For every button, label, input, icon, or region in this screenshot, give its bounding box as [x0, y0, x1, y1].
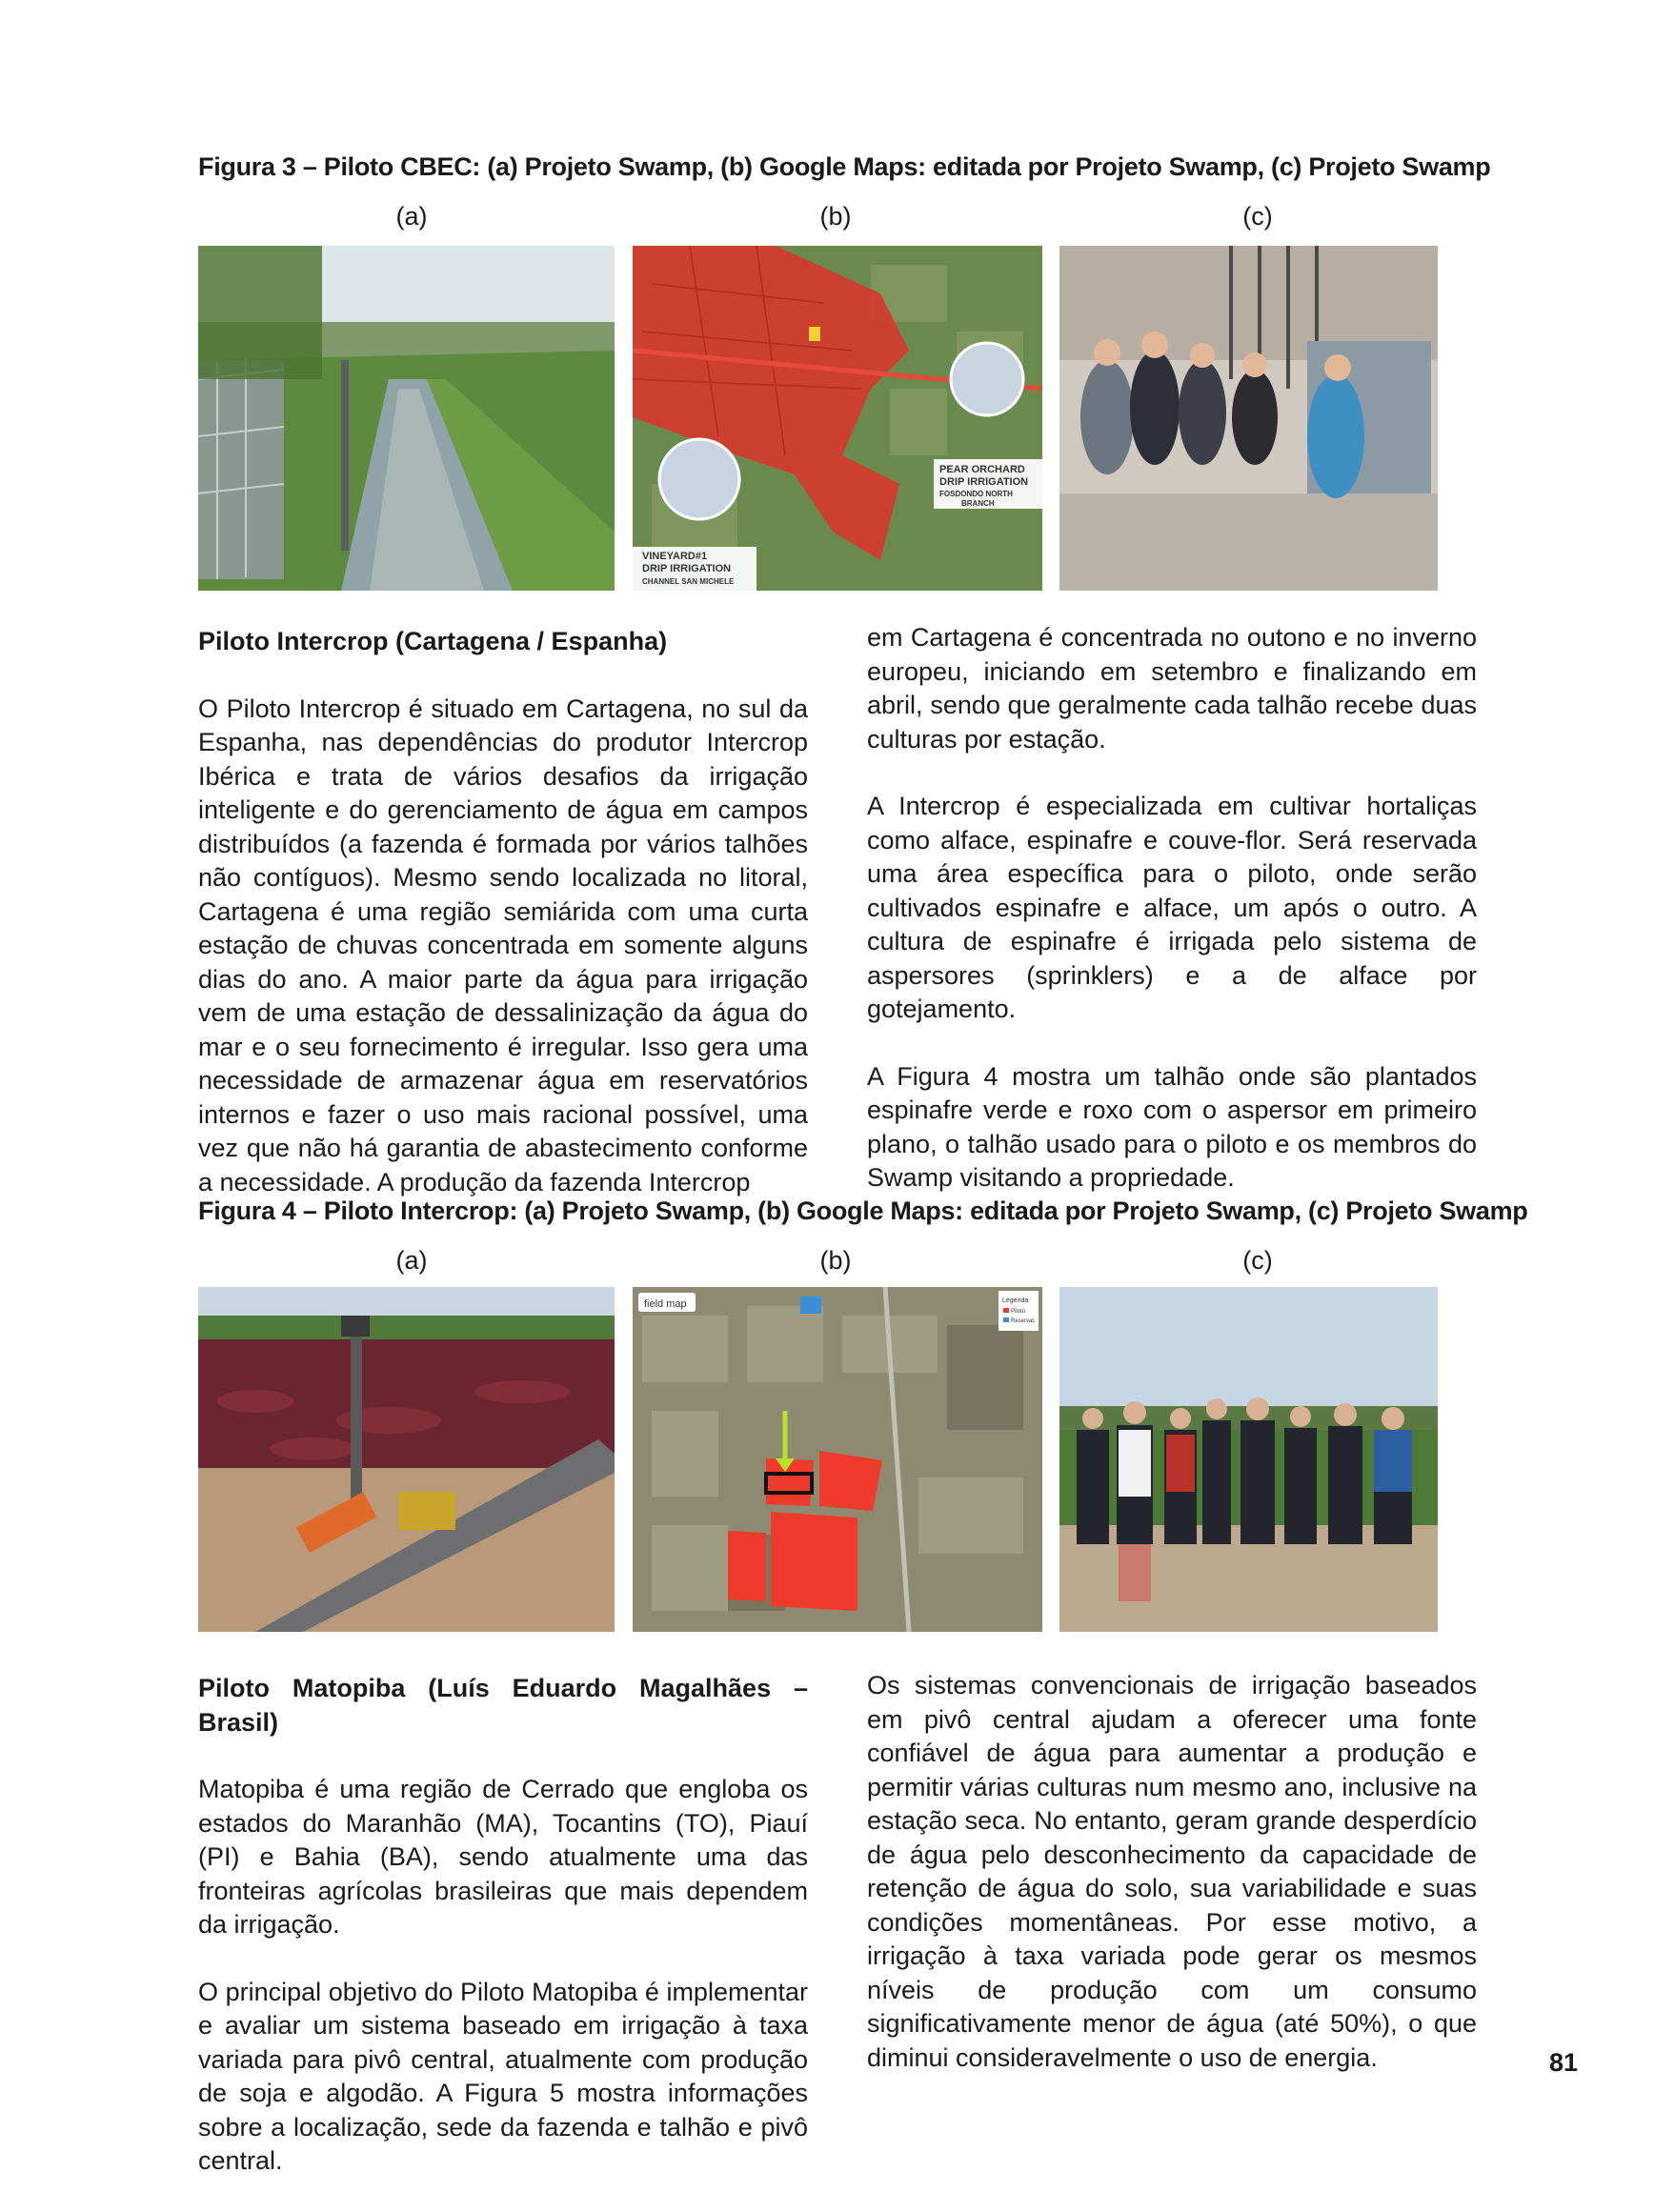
figure-3a-canal-photo	[198, 246, 615, 591]
matopiba-paragraph-3: Os sistemas convencionais de irrigação baseados em pivô central ajudam a oferecer uma fonte confiável de água para aumentar a produção e permitir várias culturas num mesmo ano, inclusive na estação seca. No entanto, geram grande desperdício de água pelo desconhecimento da capacidade de retenção de água do solo, sua variabilidade e suas condições momentâneas. Por esse motivo, a irrigação à taxa variada pode gerar os mesmos níveis de produção com um consumo significativamente menor de água (até 50%), o que diminui consideravelmente o uso de energia.	[867, 1671, 1477, 2072]
figure-4a-sprinkler-photo	[198, 1287, 615, 1632]
figure-3-label-c: (c)	[1242, 202, 1273, 231]
figure-3-caption: Figura 3 – Piloto CBEC: (a) Projeto Swamp, (b) Google Maps: editada por Projeto Swamp, (c) Projeto Swamp	[198, 152, 1491, 181]
left-column-intercrop	[198, 625, 808, 1233]
figure-3-label-b: (b)	[819, 202, 852, 231]
intercrop-paragraph-1: O Piloto Intercrop é situado em Cartagena, no sul da Espanha, nas dependências do produtor Intercrop Ibérica e trata de vários desafios da irrigação inteligente e do gerenciamento de água em campos distribuídos (a fazenda é formada por vários talhões não contíguos). Mesmo sendo localizada no litoral, Cartagena é uma região semiárida com uma curta estação de chuvas concentrada em somente alguns dias do ano. A maior parte da água para irrigação vem de uma estação de dessalinização da água do mar e o seu fornecimento é irregular. Isso gera uma necessidade de armazenar água em reservatórios internos e fazer o uso mais racional possível, uma vez que não há garantia de abastecimento conforme a necessidade. A produção da fazenda Intercrop	[198, 694, 808, 1196]
field-map-button[interactable]: field map	[644, 1298, 687, 1310]
figure-4-label-c: (c)	[1242, 1246, 1273, 1275]
page-number: 81	[1548, 2048, 1578, 2077]
figure-3b-map	[633, 246, 1042, 591]
figure-3c-visit-photo	[1059, 246, 1438, 591]
field-map-legend-title: Legenda	[1002, 1297, 1029, 1304]
right-column-intercrop	[867, 621, 1477, 1229]
map-label-vine-2: DRIP IRRIGATION	[642, 563, 732, 574]
intercrop-paragraph-3: A Intercrop é especializada em cultivar hortaliças como alface, espinafre e couve-flor. Será reservada uma área específica para o piloto, onde serão cultivados espinafre e alface, um após o outro. A cultura de espinafre é irrigada pelo sistema de aspersores (sprinklers) e a de alface por gotejamento.	[867, 792, 1477, 1023]
map-label-vine-1: VINEYARD#1	[642, 551, 708, 562]
map-label-pear-2: DRIP IRRIGATION	[939, 476, 1029, 488]
figure-4-label-a: (a)	[395, 1246, 428, 1275]
figure-4b-field-map	[633, 1287, 1042, 1632]
map-label-pear-4: BRANCH	[961, 499, 995, 508]
field-map-legend-pilot: Piloto	[1011, 1309, 1026, 1315]
section-heading-intercrop: Piloto Intercrop (Cartagena / Espanha)	[198, 627, 668, 655]
figure-3-label-a: (a)	[395, 202, 428, 231]
section-heading-matopiba: Piloto Matopiba (Luís Eduardo Magalhães – Brasil)	[198, 1674, 808, 1737]
left-column-matopiba	[198, 1672, 808, 2212]
figure-4c-group-photo	[1059, 1287, 1438, 1632]
matopiba-paragraph-1: Matopiba é uma região de Cerrado que engloba os estados do Maranhão (MA), Tocantins (TO), Piauí (PI) e Bahia (BA), sendo atualmente uma das fronteiras agrícolas brasileiras que mais dependem da irrigação.	[198, 1775, 808, 1939]
intercrop-paragraph-2: em Cartagena é concentrada no outono e no inverno europeu, iniciando em setembro e finalizando em abril, sendo que geralmente cada talhão recebe duas culturas por estação.	[867, 623, 1477, 754]
matopiba-paragraph-2: O principal objetivo do Piloto Matopiba é implementar e avaliar um sistema baseado em irrigação à taxa variada para pivô central, atualmente com produção de soja e algodão. A Figura 5 mostra informações sobre a localização, sede da fazenda e talhão e pivô central.	[198, 1977, 808, 2175]
figure-4-label-b: (b)	[819, 1246, 852, 1275]
right-column-matopiba	[867, 1669, 1477, 2108]
field-map-legend-reservoir: Reservat.	[1011, 1318, 1036, 1324]
map-label-pear-1: PEAR ORCHARD	[939, 464, 1025, 475]
figure-4-caption: Figura 4 – Piloto Intercrop: (a) Projeto Swamp, (b) Google Maps: editada por Projeto Swamp, (c) Projeto Swamp	[198, 1196, 1528, 1225]
intercrop-paragraph-4: A Figura 4 mostra um talhão onde são plantados espinafre verde e roxo com o aspersor em primeiro plano, o talhão usado para o piloto e os membros do Swamp visitando a propriedade.	[867, 1061, 1477, 1192]
map-label-pear-3: FOSDONDO NORTH	[939, 490, 1013, 498]
map-label-vine-3: CHANNEL SAN MICHELE	[642, 577, 735, 586]
